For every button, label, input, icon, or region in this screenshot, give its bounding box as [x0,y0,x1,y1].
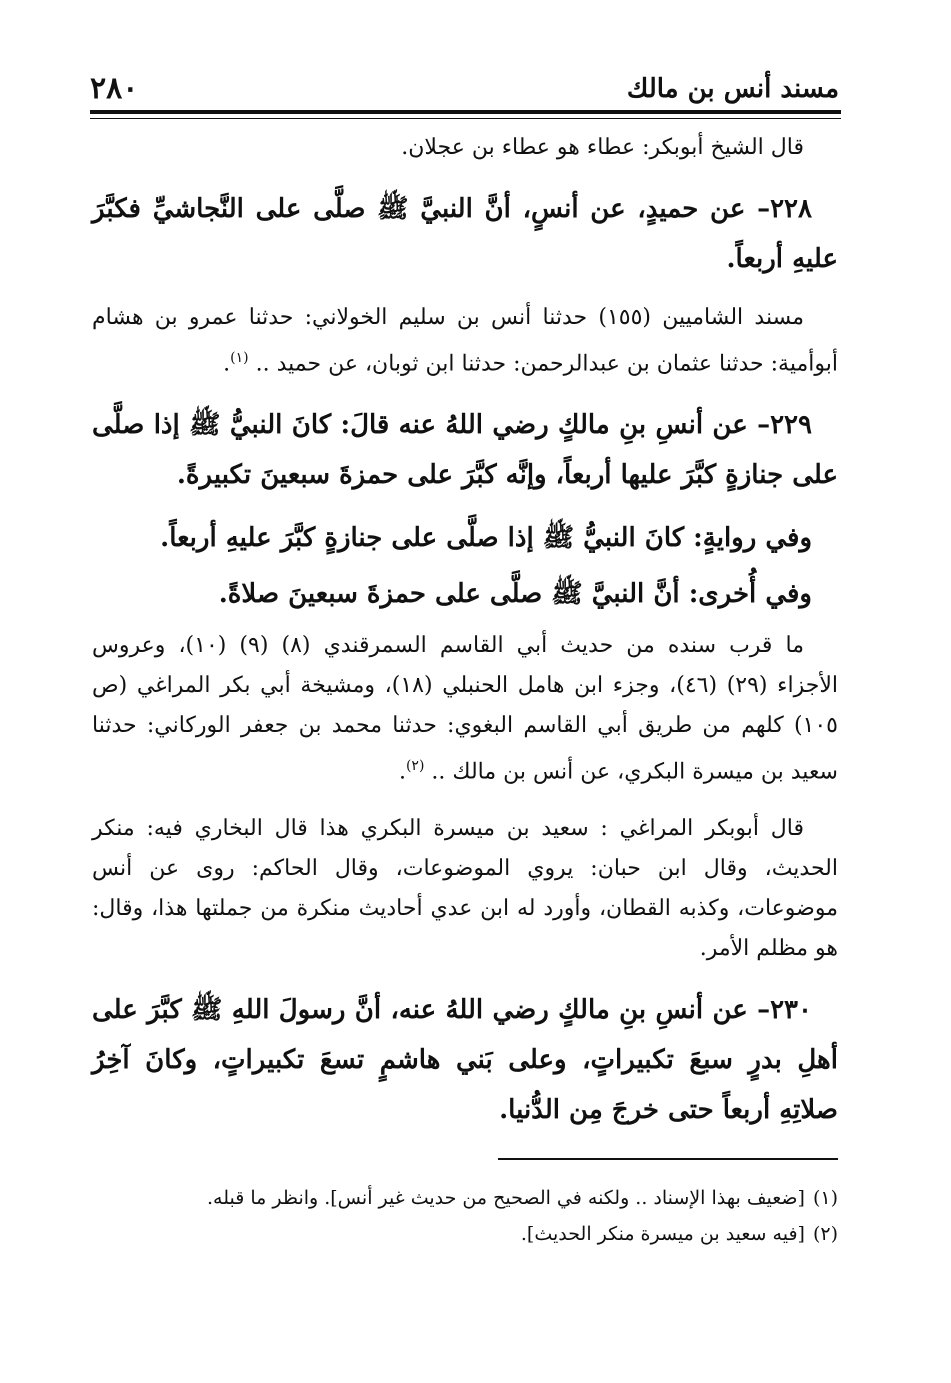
footnotes [92,1180,838,1252]
footnote-ref-2[interactable]: (٢) [405,758,425,775]
note-paragraph-maraghi: قال أبوبكر المراغي : سعيد بن ميسرة البكري هذا قال البخاري فيه: منكر الحديث، وقال ابن حبان: يروي الموضوعات، وقال الحاكم: روى عن أنس موضوعات، وكذبه القطان، وأورد له ابن عدي أحاديث منكرة من جملتها هذا، وقال: هو مظلم الأمر. [92,815,838,961]
body-text [92,128,838,1149]
note-end: . [398,759,406,785]
note-paragraph-isnad [92,298,838,384]
footnote-text: [ضعيف بهذا الإسناد .. ولكنه في الصحيح من حديث غير أنس]. وانظر ما قبله. [207,1187,805,1209]
note-end: . [223,351,231,377]
footnote-ref-1[interactable]: (١) [230,350,249,366]
hadith-230: ٢٣٠– عن أنسِ بنِ مالكٍ رضي اللهُ عنه، أنَّ رسولَ اللهِ ﷺ كبَّرَ على أهلِ بدرٍ سبعَ تكبيراتٍ، وعلى بَني هاشمٍ تسعَ تكبيراتٍ، وكانَ آخِرُ صلاتِهِ أربعاً حتى خرجَ مِن الدُّنيا. [92,994,838,1125]
variant-riwaya: وفي روايةٍ: كانَ النبيُّ ﷺ إذا صلَّى على جنازةٍ كبَّرَ عليهِ أربعاً. [160,523,812,554]
running-title: مسند أنس بن مالك [626,74,839,104]
variant-ukhra: وفي أُخرى: أنَّ النبيَّ ﷺ صلَّى على حمزةَ سبعينَ صلاةً. [218,579,812,610]
footnote-text: [فيه سعيد بن ميسرة منكر الحديث]. [520,1223,805,1245]
footnote-separator [498,1158,838,1160]
footnote-number: (٢) [812,1223,838,1245]
note-text: ما قرب سنده من حديث أبي القاسم السمرقندي (٨) (٩) (١٠)، وعروس الأجزاء (٢٩) (٤٦)، وجزء ابن هامل الحنبلي (١٨)، ومشيخة أبي بكر المراغي (ص ١٠٥) كلهم من طريق أبي القاسم البغوي: حدثنا محمد بن جعفر الوركاني: حدثنا سعيد بن ميسرة البكري، عن أنس بن مالك .. [92,633,838,785]
footnote-number: (١) [812,1187,838,1209]
page-header [90,64,839,108]
note-paragraph-takhrij [92,626,838,792]
header-rule-thin [90,118,841,119]
page-number: ٢٨٠ [90,71,139,106]
note-paragraph: قال الشيخ أبوبكر: عطاء هو عطاء بن عجلان. [401,135,804,160]
hadith-228: ٢٢٨– عن حميدٍ، عن أنسٍ، أنَّ النبيَّ ﷺ صلَّى على النَّجاشيِّ فكبَّرَ عليهِ أربعاً. [92,194,838,274]
footnote-2 [92,1216,838,1252]
hadith-229: ٢٢٩– عن أنسِ بنِ مالكٍ رضي اللهُ عنه قالَ: كانَ النبيُّ ﷺ إذا صلَّى على جنازةٍ كبَّرَ عليها أربعاً، وإنَّه كبَّرَ على حمزةَ سبعينَ تكبيرةً. [92,410,838,491]
header-rule-thick [90,110,841,114]
footnote-1 [92,1180,838,1216]
note-text: مسند الشاميين (١٥٥) حدثنا أنس بن سليم الخولاني: حدثنا عمرو بن هشام أبوأمية: حدثنا عثمان بن عبدالرحمن: حدثنا ابن ثوبان، عن حميد .. [92,305,838,377]
